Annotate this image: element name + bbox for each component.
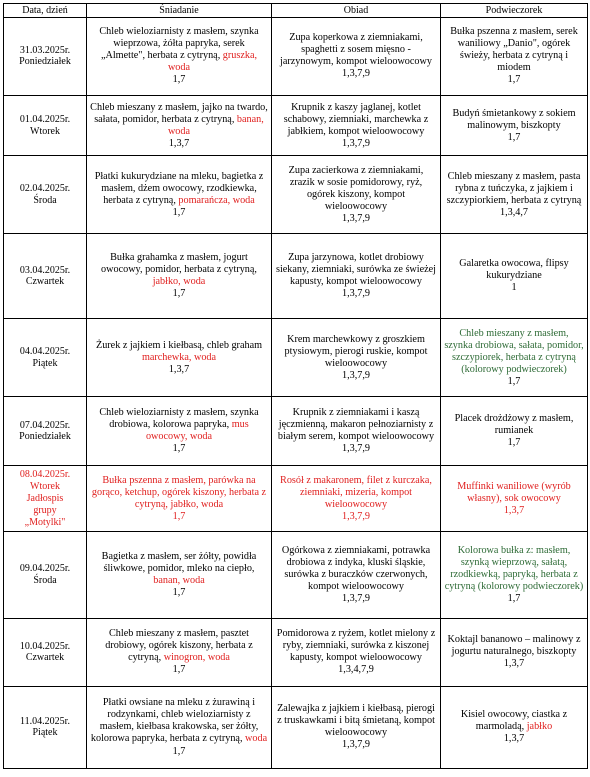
date-cell xyxy=(4,18,87,96)
snack-text: Budyń śmietankowy z sokiem malinowym, biszkopty xyxy=(452,107,576,131)
menu-row xyxy=(4,18,588,96)
allergen-codes: 1,7 xyxy=(172,664,186,676)
lunch-cell xyxy=(272,234,441,319)
header-date: Data, dzień xyxy=(4,4,87,18)
date-text: 01.04.2025r. xyxy=(19,113,71,125)
allergen-codes: 1,7 xyxy=(172,510,186,522)
date-text: 04.04.2025r. xyxy=(19,346,71,358)
header-snack: Podwieczorek xyxy=(441,4,588,18)
breakfast-accent: woda xyxy=(245,733,268,745)
lunch-text: Krupnik z ziemniakami i kaszą jęczmienną, makaron pełnoziarnisty z białym serem, kompot wieloowocowy xyxy=(277,407,435,443)
menu-body xyxy=(4,18,588,769)
allergen-codes: 1,7 xyxy=(172,206,186,218)
menu-row xyxy=(4,618,588,686)
allergen-codes: 1,7 xyxy=(172,587,186,599)
breakfast-cell xyxy=(87,18,272,96)
menu-row xyxy=(4,95,588,156)
lunch-cell xyxy=(272,18,441,96)
snack-cell xyxy=(441,397,588,466)
menu-row xyxy=(4,397,588,466)
allergen-codes: 1,3,7 xyxy=(168,363,190,375)
snack-text: Placek drożdżowy z masłem, rumianek xyxy=(454,413,574,437)
snack-cell xyxy=(441,532,588,618)
date-text: 31.03.2025r. xyxy=(19,44,71,56)
breakfast-accent: Bułka pszenna z masłem, parówka na gorąco, ketchup, ogórek kiszony, herbata z cytryną, jabłko, woda xyxy=(91,474,267,510)
lunch-text: Ogórkowa z ziemniakami, potrawka drobiowa z indyka, kluski śląskie, surówka z buraczków czerwonych, kompot wieloowocowy xyxy=(281,545,431,593)
allergen-codes: 1,7 xyxy=(172,745,186,757)
breakfast-cell xyxy=(87,466,272,532)
breakfast-text: Płatki owsiane na mleku z żurawiną i rodzynkami, chleb wieloziarnisty z masłem, kiełbasa krakowska, ser żółty, kolorowa papryka, herbata z cytryną, xyxy=(90,697,259,745)
menu-row xyxy=(4,532,588,618)
allergen-codes: 1 xyxy=(511,282,517,294)
menu-table xyxy=(3,3,588,769)
allergen-codes: 1,7 xyxy=(507,74,521,86)
breakfast-accent: winogron, woda xyxy=(163,652,230,664)
date-cell xyxy=(4,618,87,686)
allergen-codes: 1,3,7,9 xyxy=(341,593,370,605)
lunch-cell xyxy=(272,319,441,397)
allergen-codes: 1,7 xyxy=(172,288,186,300)
menu-row xyxy=(4,234,588,319)
allergen-codes: 1,3,7 xyxy=(168,137,190,149)
lunch-cell xyxy=(272,618,441,686)
menu-row xyxy=(4,686,588,768)
date-text: 11.04.2025r. xyxy=(20,715,70,727)
group-note: „Motylki" xyxy=(24,516,66,528)
header-row xyxy=(4,4,588,18)
allergen-codes: 1,7 xyxy=(507,375,521,387)
breakfast-text: Bułka grahamka z masłem, jogurt owocowy, pomidor, herbata z cytryną, xyxy=(101,252,257,276)
allergen-codes: 1,3,7,9 xyxy=(341,369,370,381)
lunch-cell xyxy=(272,156,441,234)
menu-row xyxy=(4,156,588,234)
date-text: 07.04.2025r. xyxy=(19,419,71,431)
weekday-text: Poniedziałek xyxy=(19,56,71,68)
breakfast-cell xyxy=(87,618,272,686)
breakfast-accent: banan, woda xyxy=(167,113,264,137)
allergen-codes: 1,7 xyxy=(507,437,521,449)
allergen-codes: 1,3,7 xyxy=(503,658,525,670)
weekday-text: Piątek xyxy=(32,357,58,369)
date-cell xyxy=(4,532,87,618)
lunch-text: Krem marchewkowy z groszkiem ptysiowym, pierogi ruskie, kompot wieloowocowy xyxy=(284,333,428,369)
date-text: 08.04.2025r. xyxy=(19,469,71,481)
snack-cell xyxy=(441,319,588,397)
lunch-accent: Rosół z makaronem, filet z kurczaka, ziemniaki, mizeria, kompot wieloowocowy xyxy=(280,474,432,510)
lunch-cell xyxy=(272,532,441,618)
weekday-text: Środa xyxy=(33,194,57,206)
allergen-codes: 1,3,7,9 xyxy=(341,510,370,522)
date-cell xyxy=(4,466,87,532)
snack-cell xyxy=(441,95,588,156)
allergen-codes: 1,3,7 xyxy=(503,733,525,745)
breakfast-text: Chleb wieloziarnisty z masłem, szynka drobiowa, kolorowa papryka, xyxy=(99,407,259,431)
weekday-text: Wtorek xyxy=(30,481,60,493)
breakfast-cell xyxy=(87,95,272,156)
snack-text: Galaretka owocowa, flipsy kukurydziane xyxy=(459,258,569,282)
date-cell xyxy=(4,95,87,156)
allergen-codes: 1,3,7,9 xyxy=(341,137,370,149)
weekday-text: Środa xyxy=(33,575,57,587)
breakfast-cell xyxy=(87,234,272,319)
lunch-text: Zupa jarzynowa, kotlet drobiowy siekany, ziemniaki, surówka ze świeżej kapusty, kompot wieloowocowy xyxy=(275,252,436,288)
date-text: 09.04.2025r. xyxy=(19,563,71,575)
menu-row xyxy=(4,319,588,397)
date-cell xyxy=(4,397,87,466)
lunch-cell xyxy=(272,95,441,156)
allergen-codes: 1,3,7 xyxy=(503,504,525,516)
snack-text: Koktajl bananowo – malinowy z jogurtu naturalnego, biszkopty xyxy=(447,634,581,658)
date-cell xyxy=(4,156,87,234)
weekday-text: Piątek xyxy=(32,727,58,739)
date-cell xyxy=(4,686,87,768)
lunch-text: Zupa koperkowa z ziemniakami, spaghetti z sosem mięsno - jarzynowym, kompot wieloowocowy xyxy=(280,32,432,68)
snack-text: Bułka pszenna z masłem, serek waniliowy „Danio", ogórek świeży, herbata z cytryną i miodem xyxy=(450,26,578,74)
weekday-text: Wtorek xyxy=(30,125,60,137)
group-note: Jadłospis xyxy=(26,493,64,505)
snack-colorful: Chleb mieszany z masłem, szynka drobiowa, sałata, pomidor, szczypiorek, herbata z cytryną (kolorowy podwieczorek) xyxy=(444,327,584,375)
allergen-codes: 1,3,7,9 xyxy=(341,212,370,224)
breakfast-accent: marchewka, woda xyxy=(141,351,217,363)
header-breakfast: Śniadanie xyxy=(87,4,272,18)
breakfast-text: Bagietka z masłem, ser żółty, powidła śliwkowe, pomidor, mleko na ciepło, xyxy=(101,551,257,575)
menu-row xyxy=(4,466,588,532)
allergen-codes: 1,3,7,9 xyxy=(341,68,370,80)
header-lunch: Obiad xyxy=(272,4,441,18)
breakfast-accent: gruszka, woda xyxy=(167,50,258,74)
breakfast-text: Chleb mieszany z masłem, jajko na twardo, sałata, pomidor, herbata z cytryną, xyxy=(90,101,268,125)
lunch-text: Zalewajka z jajkiem i kiełbasą, pierogi z truskawkami i bitą śmietaną, kompot wieloowocowy xyxy=(277,703,435,739)
snack-text: Kisiel owocowy, ciastka z marmoladą, xyxy=(460,709,568,733)
breakfast-text: Żurek z jajkiem i kiełbasą, chleb graham xyxy=(95,339,263,351)
snack-colorful: Kolorowa bułka z: masłem, szynką wieprzową, sałatą, rzodkiewką, papryką, herbata z cytryną (kolorowy podwieczorek) xyxy=(444,545,584,593)
allergen-codes: 1,7 xyxy=(172,443,186,455)
allergen-codes: 1,7 xyxy=(507,593,521,605)
snack-text: Chleb mieszany z masłem, pasta rybna z tuńczyka, z jajkiem i szczypiorkiem, herbata z cytryną xyxy=(446,170,582,206)
date-text: 10.04.2025r. xyxy=(19,640,71,652)
snack-cell xyxy=(441,18,588,96)
allergen-codes: 1,7 xyxy=(507,131,521,143)
snack-cell xyxy=(441,686,588,768)
allergen-codes: 1,3,7,9 xyxy=(341,288,370,300)
allergen-codes: 1,7 xyxy=(172,74,186,86)
breakfast-cell xyxy=(87,397,272,466)
allergen-codes: 1,3,7,9 xyxy=(341,443,370,455)
lunch-text: Pomidorowa z ryżem, kotlet mielony z ryby, ziemniaki, surówka z kiszonej kapusty, kompot wieloowocowy xyxy=(276,628,436,664)
snack-cell xyxy=(441,466,588,532)
breakfast-cell xyxy=(87,156,272,234)
breakfast-text: Chleb wieloziarnisty z masłem, szynka wieprzowa, żółta papryka, serek „Almette", herbata z cytryną, xyxy=(99,26,259,62)
snack-cell xyxy=(441,618,588,686)
breakfast-accent: banan, woda xyxy=(153,575,205,587)
breakfast-accent: mus owocowy, woda xyxy=(145,419,249,443)
breakfast-text: Chleb mieszany z masłem, pasztet drobiowy, ogórek kiszony, herbata z cytryną, xyxy=(105,628,253,664)
allergen-codes: 1,3,4,7 xyxy=(499,206,528,218)
date-cell xyxy=(4,319,87,397)
lunch-text: Krupnik z kaszy jaglanej, kotlet schabowy, ziemniaki, marchewka z jabłkiem, kompot wieloowocowy xyxy=(283,101,429,137)
weekday-text: Poniedziałek xyxy=(19,431,71,443)
snack-cell xyxy=(441,234,588,319)
weekday-text: Czwartek xyxy=(25,276,65,288)
allergen-codes: 1,3,7,9 xyxy=(341,739,370,751)
allergen-codes: 1,3,4,7,9 xyxy=(338,664,374,676)
date-text: 03.04.2025r. xyxy=(19,264,71,276)
breakfast-text: Płatki kukurydziane na mleku, bagietka z masłem, dżem owocowy, rzodkiewka, herbata z cytryną, xyxy=(94,170,264,206)
snack-cell xyxy=(441,156,588,234)
date-cell xyxy=(4,234,87,319)
lunch-cell xyxy=(272,686,441,768)
lunch-text: Zupa zacierkowa z ziemniakami, zrazik w sosie pomidorowy, ryż, ogórek kiszony, kompot wieloowocowy xyxy=(288,164,424,212)
date-text: 02.04.2025r. xyxy=(19,183,71,195)
lunch-cell xyxy=(272,466,441,532)
lunch-cell xyxy=(272,397,441,466)
breakfast-cell xyxy=(87,532,272,618)
snack-accent: Muffinki waniliowe (wyrób własny), sok owocowy xyxy=(457,480,571,504)
snack-accent: jabłko xyxy=(526,721,553,733)
breakfast-accent: pomarańcza, woda xyxy=(178,194,255,206)
weekday-text: Czwartek xyxy=(25,652,65,664)
group-note: grupy xyxy=(33,504,57,516)
breakfast-accent: jabłko, woda xyxy=(152,276,206,288)
breakfast-cell xyxy=(87,319,272,397)
breakfast-cell xyxy=(87,686,272,768)
